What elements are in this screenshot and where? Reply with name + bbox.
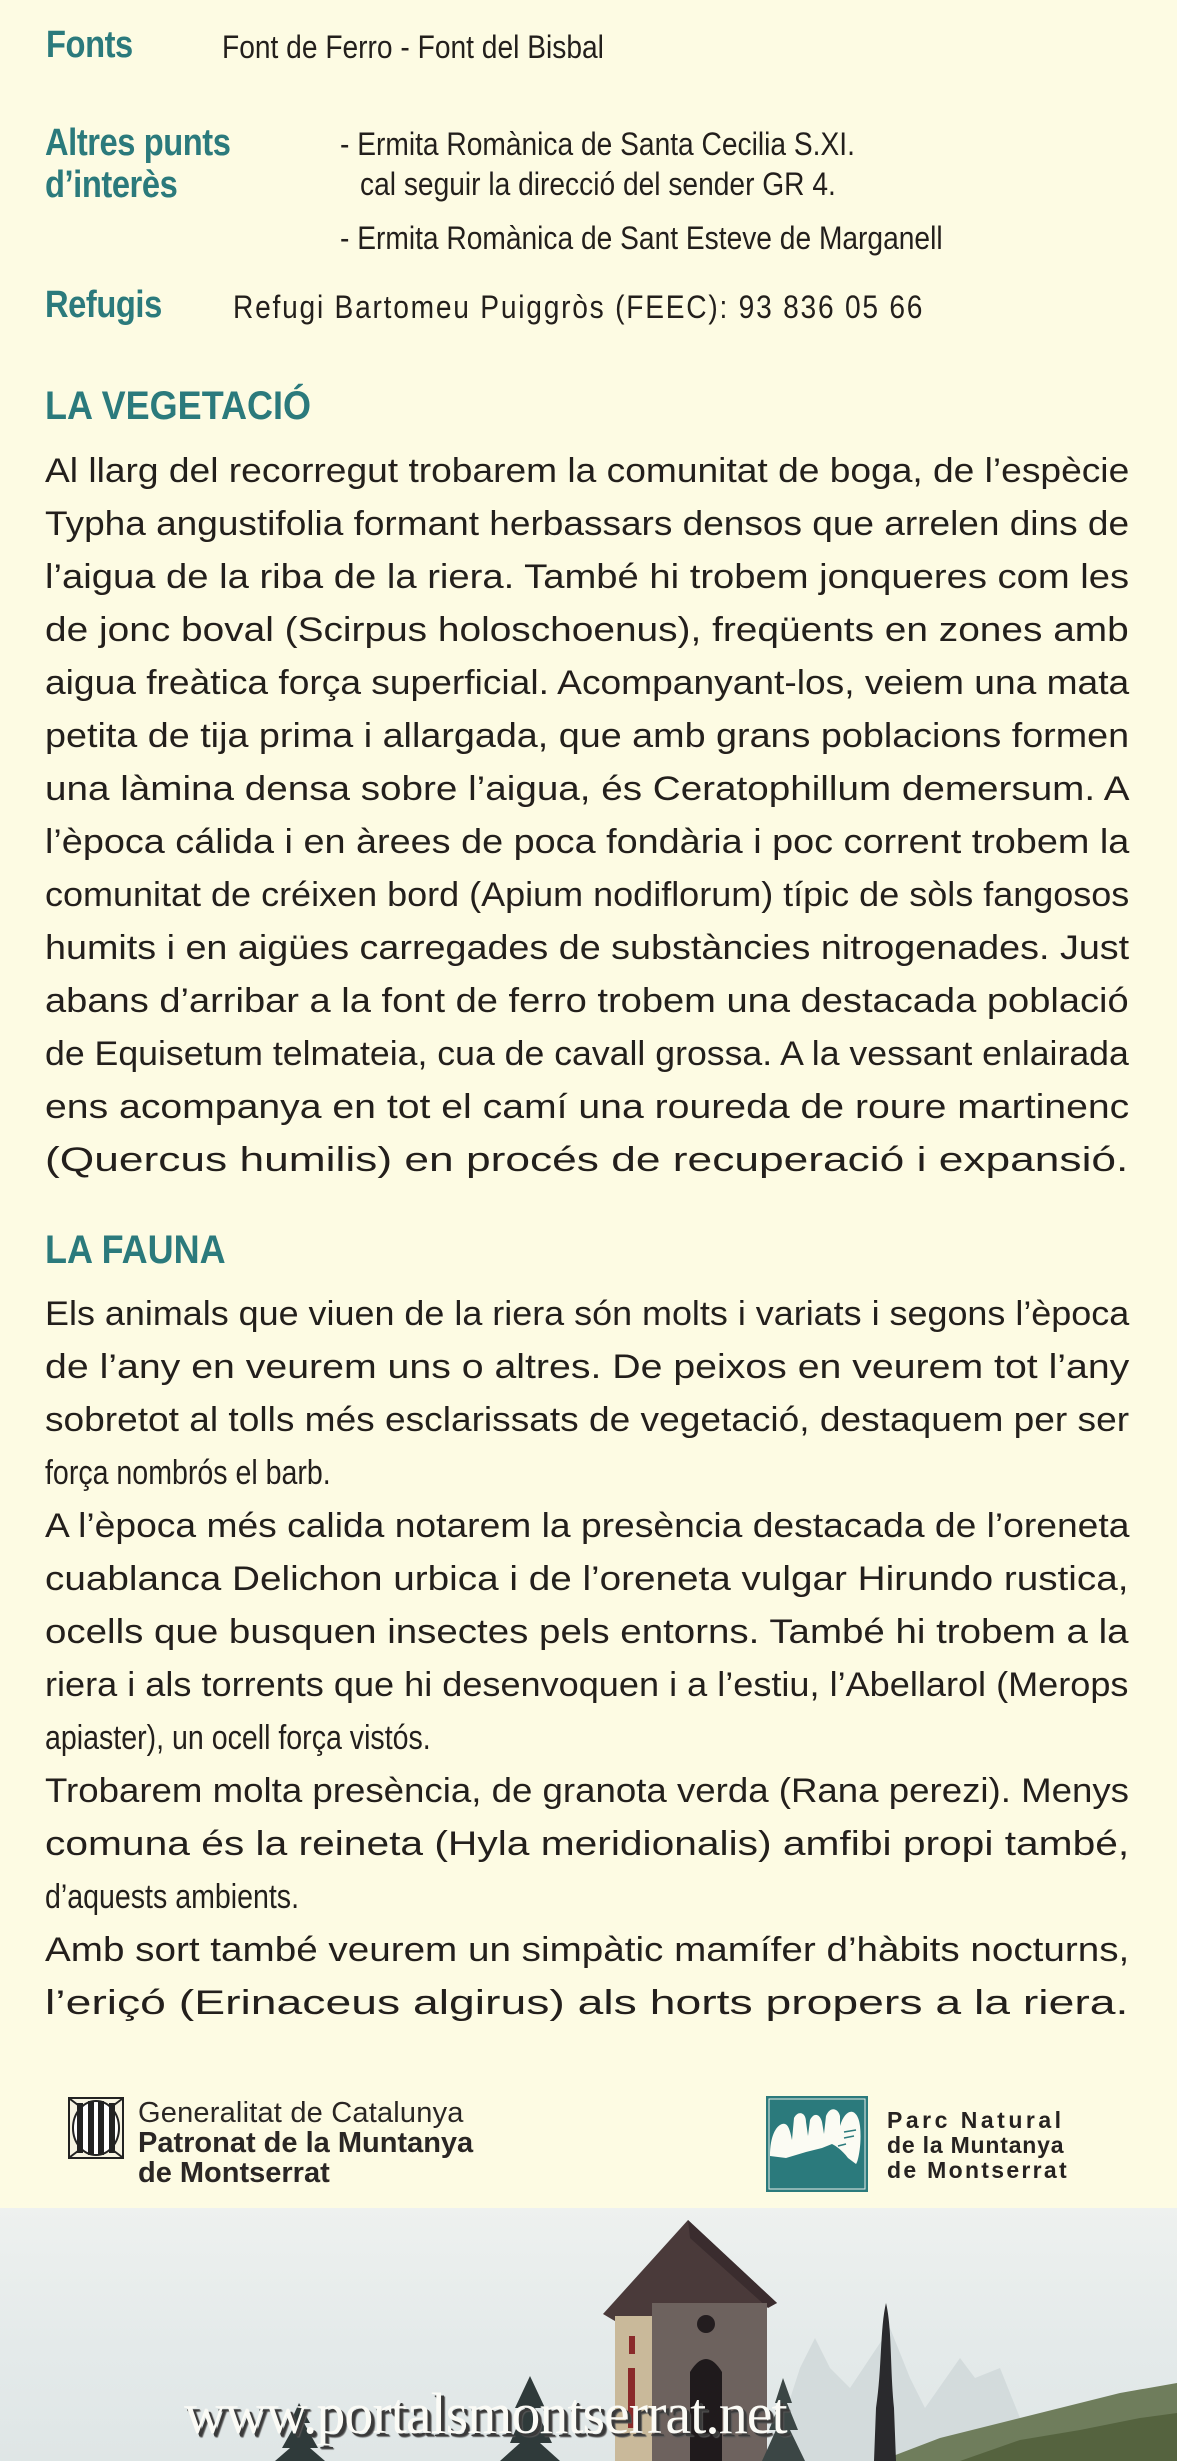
text-line-content: Amb sort també veurem un simpàtic mamífer d’hàbits nocturns, [45, 1931, 1130, 1969]
text-line [45, 816, 1129, 869]
text-line-content: Els animals que viuen de la riera són molts i variats i segons l’època [45, 1295, 1130, 1333]
text-line-content: aigua freàtica força superficial. Acompanyant-los, veiem una mata [45, 664, 1130, 702]
text-line-content: petita de tija prima i allargada, que amb grans poblacions formen [45, 717, 1130, 755]
text-line [45, 1977, 1129, 2030]
altres-punts-item-2: - Ermita Romànica de Sant Esteve de Marganell [340, 220, 943, 256]
text-line [45, 1447, 1129, 1500]
refugis-value: Refugi Bartomeu Puiggròs (FEEC): 93 836 05 66 [233, 289, 925, 325]
text-line-content: Al llarg del recorregut trobarem la comunitat de boga, de l’espècie [45, 452, 1130, 490]
text-line [45, 1765, 1129, 1818]
text-line [45, 1606, 1129, 1659]
fauna-title: LA FAUNA [45, 1228, 226, 1272]
text-line-content: (Quercus humilis) en procés de recuperació i expansió. [45, 1141, 1129, 1179]
text-line [45, 1553, 1129, 1606]
text-line-content: A l’època més calida notarem la presència destacada de l’oreneta [45, 1507, 1130, 1545]
altres-punts-item-1: - Ermita Romànica de Santa Cecilia S.XI. cal seguir la direcció del sender GR 4. [340, 126, 855, 202]
text-line [45, 604, 1129, 657]
parc-natural-logo-icon [766, 2096, 868, 2192]
text-line-content: ens acompanya en tot el camí una roureda de roure martinenc [45, 1088, 1130, 1126]
text-line [45, 1659, 1129, 1712]
text-line [45, 710, 1129, 763]
text-line [45, 445, 1129, 498]
text-line-content: comuna és la reineta (Hyla meridionalis) amfibi propi també, [45, 1825, 1130, 1863]
text-line [45, 763, 1129, 816]
text-line [45, 551, 1129, 604]
website-watermark: www.portalsmontserrat.net [184, 2381, 787, 2446]
text-line-content: l’època cálida i en àrees de poca fondària i poc corrent trobem la [45, 823, 1130, 861]
refugis-label: Refugis [45, 284, 162, 326]
parc-natural-text: Parc Natural de la Muntanya de Montserrat [887, 2107, 1069, 2183]
bell-tower-photo [0, 2208, 1177, 2461]
text-line-content: sobretot al tolls més esclarissats de vegetació, destaquem per ser [45, 1401, 1130, 1439]
text-line-content: d’aquests ambients. [45, 1878, 300, 1916]
text-line-content: comunitat de créixen bord (Apium nodiflorum) típic de sòls fangosos [45, 876, 1130, 914]
text-line [45, 1871, 1129, 1924]
text-line-content: Typha angustifolia formant herbassars densos que arrelen dins de [45, 505, 1130, 543]
text-line-content: humits i en aigües carregades de substàncies nitrogenades. Just [45, 929, 1130, 967]
text-line [45, 657, 1129, 710]
text-line-content: l’eriçó (Erinaceus algirus) als horts propers a la riera. [45, 1984, 1129, 2022]
text-line-content: de l’any en veurem uns o altres. De peixos en veurem tot l’any [45, 1348, 1130, 1386]
text-line-content: Trobarem molta presència, de granota verda (Rana perezi). Menys [45, 1772, 1129, 1810]
text-line [45, 1134, 1129, 1187]
generalitat-logo-icon [68, 2097, 124, 2159]
vegetacio-text [45, 445, 1129, 1187]
altres-punts-label: Altres punts d’interès [45, 122, 231, 206]
text-line [45, 1712, 1129, 1765]
fauna-text [45, 1288, 1129, 2030]
generalitat-text: Generalitat de Catalunya Patronat de la Muntanya de Montserrat [138, 2097, 474, 2189]
text-line-content: força nombrós el barb. [45, 1454, 331, 1492]
text-line [45, 1028, 1129, 1081]
text-line [45, 1818, 1129, 1871]
fonts-label: Fonts [46, 24, 133, 66]
text-line [45, 869, 1129, 922]
text-line [45, 922, 1129, 975]
vegetacio-title: LA VEGETACIÓ [45, 384, 312, 428]
text-line-content: apiaster), un ocell força vistós. [45, 1719, 431, 1757]
text-line-content: riera i als torrents que hi desenvoquen i a l’estiu, l’Abellarol (Merops [45, 1666, 1129, 1704]
text-line [45, 1288, 1129, 1341]
text-line-content: ocells que busquen insectes pels entorns. També hi trobem a la [45, 1613, 1129, 1651]
text-line [45, 1341, 1129, 1394]
text-line [45, 1394, 1129, 1447]
text-line [45, 498, 1129, 551]
text-line-content: abans d’arribar a la font de ferro trobem una destacada població [45, 982, 1129, 1020]
text-line-content: cuablanca Delichon urbica i de l’oreneta vulgar Hirundo rustica, [45, 1560, 1129, 1598]
text-line [45, 1081, 1129, 1134]
text-line [45, 1500, 1129, 1553]
text-line-content: de Equisetum telmateia, cua de cavall grossa. A la vessant enlairada [45, 1035, 1129, 1073]
text-line-content: l’aigua de la riba de la riera. També hi trobem jonqueres com les [45, 558, 1130, 596]
text-line [45, 1924, 1129, 1977]
text-line-content: una làmina densa sobre l’aigua, és Ceratophillum demersum. A [45, 770, 1130, 808]
fonts-value: Font de Ferro - Font del Bisbal [222, 29, 604, 65]
text-line [45, 975, 1129, 1028]
text-line-content: de jonc boval (Scirpus holoschoenus), freqüents en zones amb [45, 611, 1129, 649]
